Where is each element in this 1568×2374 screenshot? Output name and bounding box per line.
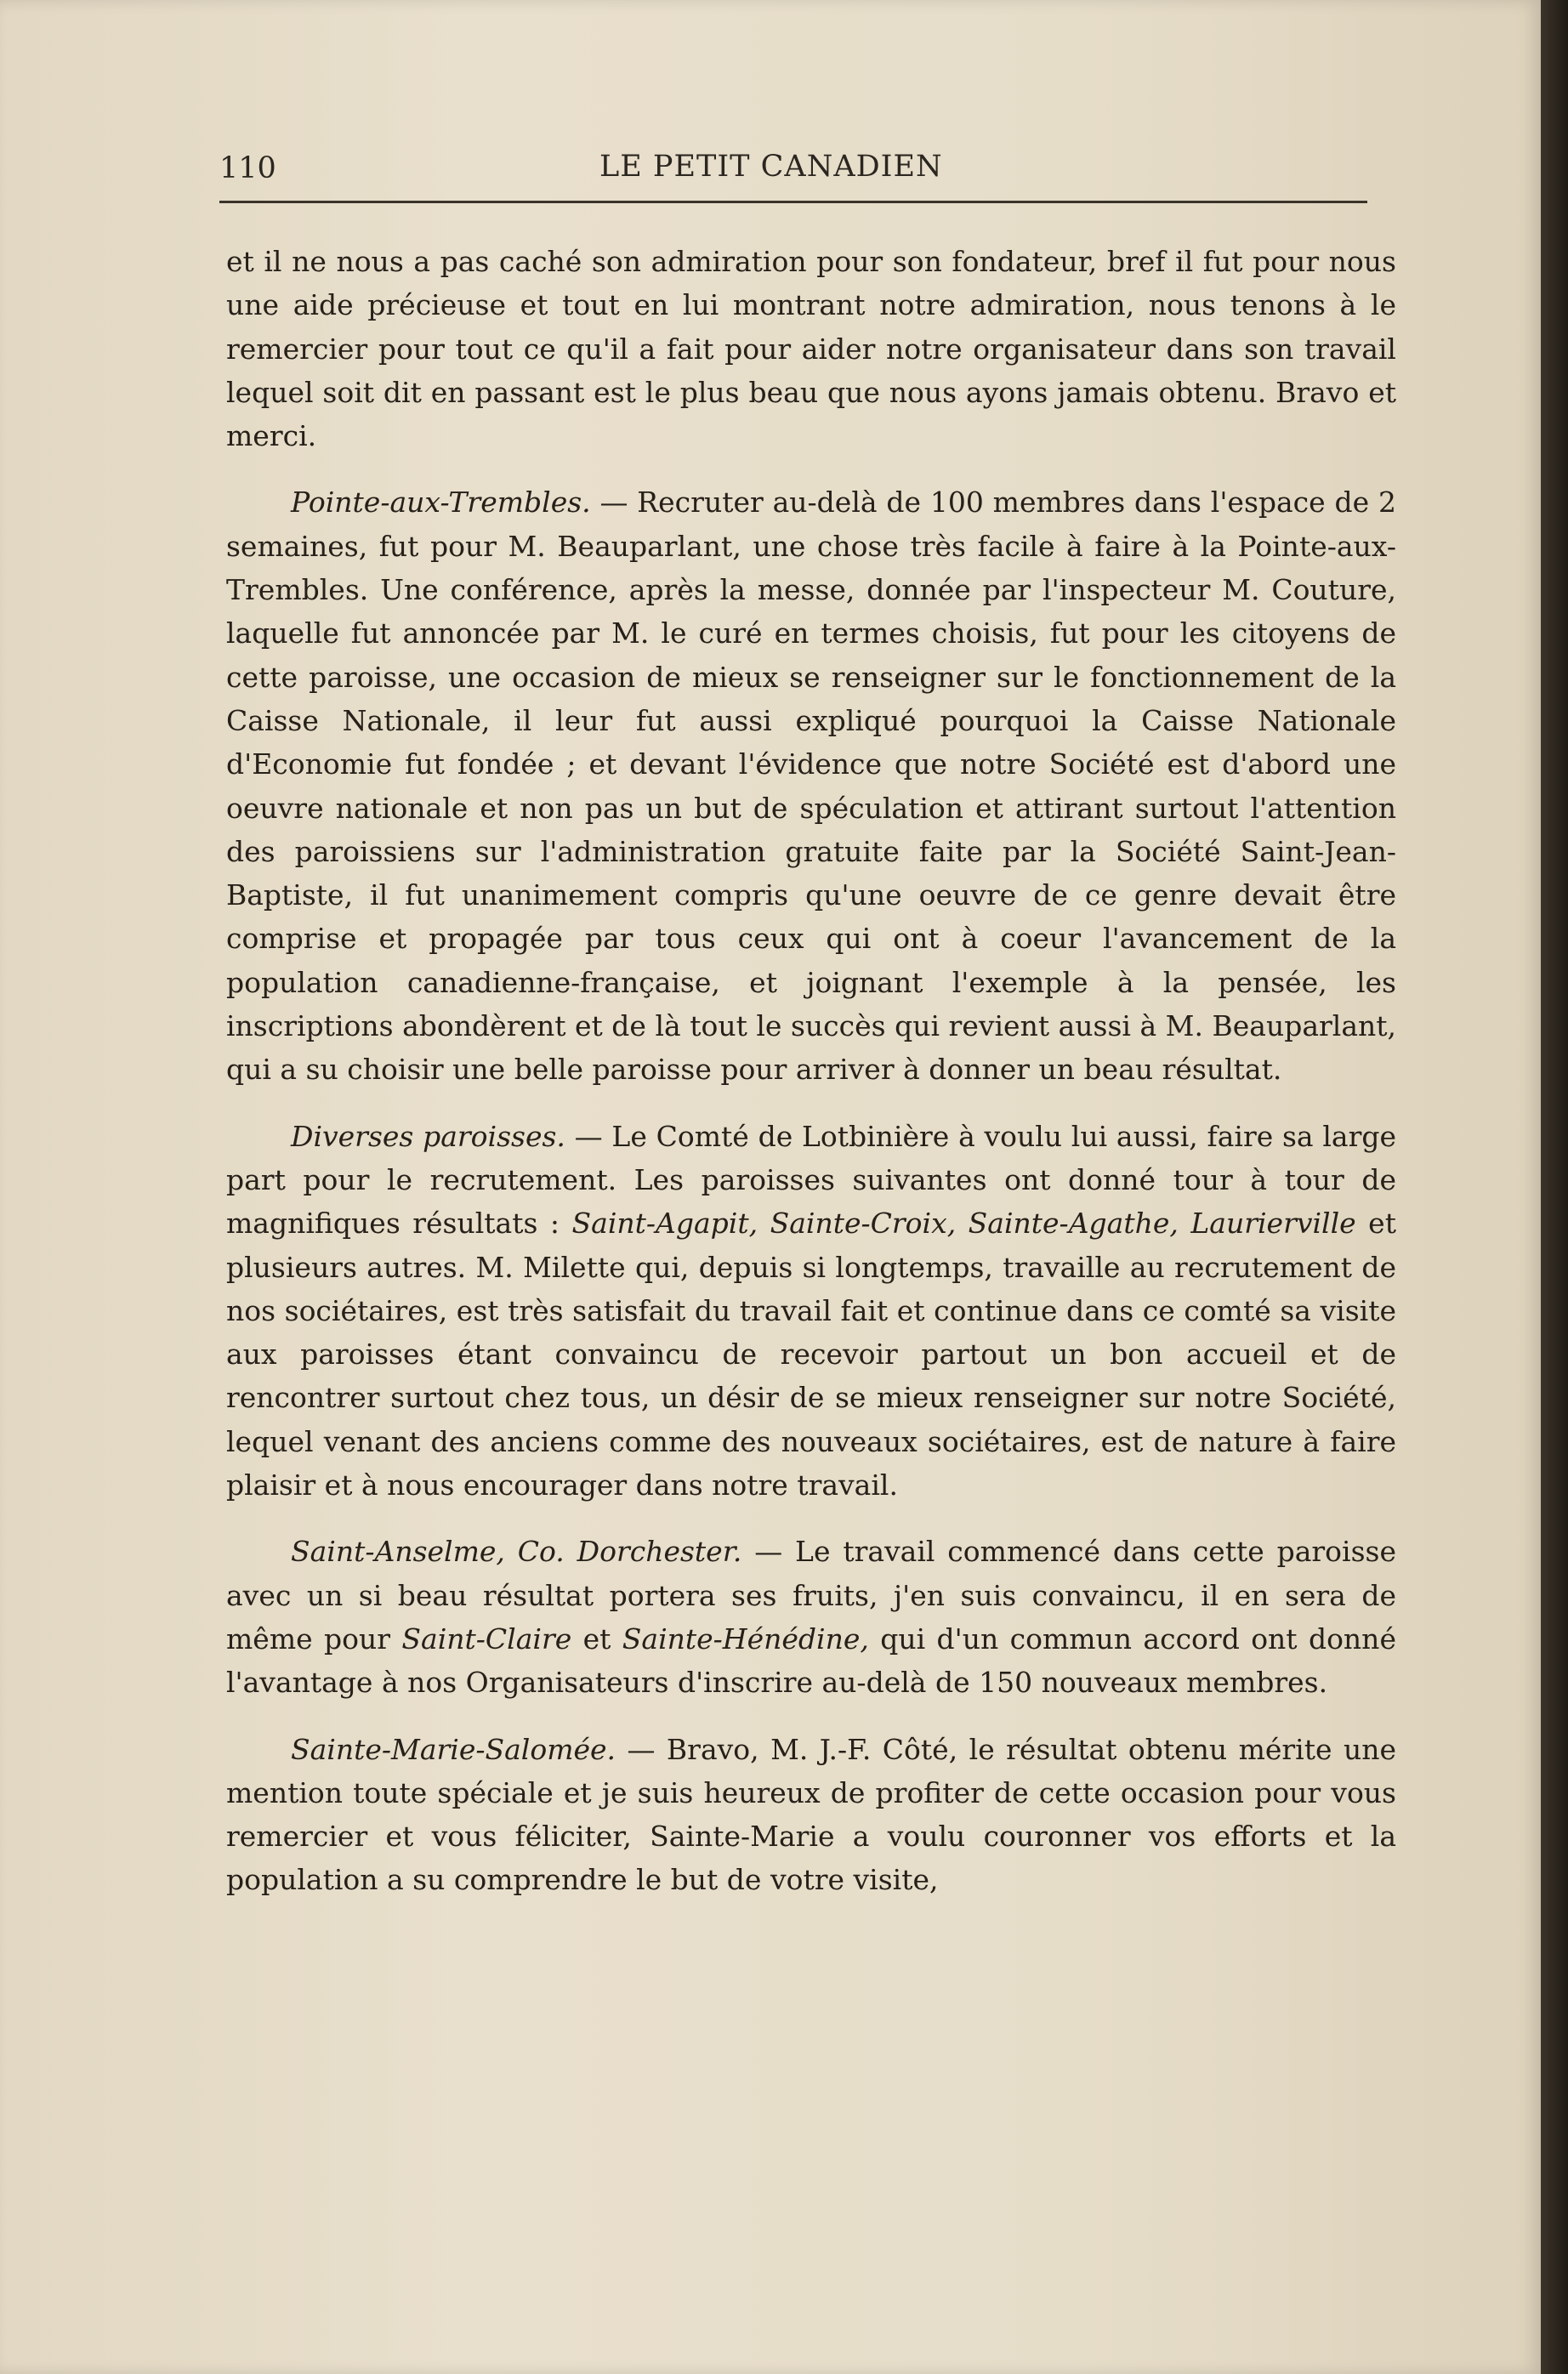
text-run: qui d'un commun accord ont donné l'avantage à nos Organisateurs d'inscrire au-delà de 150 nouveaux membres. — [226, 1621, 1396, 1700]
text-run: — Le Comté de Lotbinière à voulu lui aussi, faire sa large part pour le recrutement. Les paroisses suivantes ont donné tour à tour de magnifiques résultats : — [226, 1119, 1397, 1241]
text-run: — Bravo, M. J.-F. Côté, le résultat obtenu mérite une mention toute spéciale et je suis heureux de profiter de cette occasion pour vous remercier et vous féliciter, Sainte-Marie a voulu couronner vos efforts et la population a su comprendre le but de votre visite, — [226, 1732, 1396, 1897]
text-run: et plusieurs autres. M. Milette qui, depuis si longtemps, travaille au recrutement de nos sociétaires, est très satisfait du travail fait et continue dans ce comté sa visite aux paroisses étant convaincu de recevoir partout un bon accueil et de rencontrer surtout chez tous, un désir de se mieux renseigner sur notre Société, lequel venant des anciens comme des nouveaux sociétaires, est de nature à faire plaisir et à nous encourager dans notre travail. — [226, 1207, 1396, 1502]
italic-text: Sainte-Marie-Salomée. — [291, 1732, 616, 1766]
italic-text: Saint-Anselme, Co. Dorchester. — [291, 1535, 742, 1569]
text-run: — Recruter au-delà de 100 membres dans l'espace de 2 semaines, fut pour M. Beauparlant, une chose très facile à faire à la Pointe-aux-Trembles. Une conférence, après la messe, donnée par l'inspecteur M. Couture, laquelle fut annoncée par M. le curé en termes choisis, fut pour les citoyens de cette paroisse, une occasion de mieux se renseigner sur le fonctionnement de la Caisse Nationale, il leur fut aussi expliqué pourquoi la Caisse Nationale d'Economie fut fondée ; et devant l'évidence que notre Société est d'abord une oeuvre nationale et non pas un but de spéculation et attirant surtout l'attention des paroissiens sur l'administration gratuite faite par la Société Saint-Jean-Baptiste, il fut unanimement compris qu'une oeuvre de ce genre devait être comprise et propagée par tous ceux qui ont à coeur l'avancement de la population canadienne-française, et joignant l'exemple à la pensée, les inscriptions abondèrent et de là tout le succès qui revient aussi à M. Beauparlant, qui a su choisir une belle paroisse pour arriver à donner un beau résultat. — [226, 486, 1396, 1087]
text-run: — Le travail commencé dans cette paroisse avec un si beau résultat portera ses fruits, j'en suis convaincu, il en sera de même pour — [226, 1535, 1396, 1656]
italic-text: Saint-Agapit, Sainte-Croix, Sainte-Agathe, Laurierville — [571, 1207, 1356, 1241]
body-text — [226, 240, 1396, 1925]
text-run: et il ne nous a pas caché son admiration pour son fondateur, bref il fut pour nous une aide précieuse et tout en lui montrant notre admiration, nous tenons à le remercier pour tout ce qu'il a fait pour aider notre organisateur dans son travail lequel soit dit en passant est le plus beau que nous ayons jamais obtenu. Bravo et merci. — [226, 245, 1396, 453]
text-run: et — [571, 1621, 622, 1656]
header-rule — [219, 201, 1367, 203]
paragraph — [226, 480, 1396, 1091]
paragraph — [226, 1728, 1396, 1902]
page-edge-shadow — [1541, 0, 1568, 2374]
paragraph — [226, 1530, 1396, 1704]
italic-text: Saint-Claire — [401, 1621, 572, 1656]
page-number: 110 — [219, 151, 276, 185]
paragraph — [226, 240, 1396, 457]
paragraph — [226, 1115, 1396, 1508]
page-header — [219, 145, 1367, 196]
italic-text: Sainte-Hénédine, — [622, 1621, 869, 1656]
italic-text: Pointe-aux-Trembles. — [291, 486, 591, 520]
italic-text: Diverses paroisses. — [291, 1119, 565, 1153]
running-title: LE PETIT CANADIEN — [599, 150, 943, 184]
